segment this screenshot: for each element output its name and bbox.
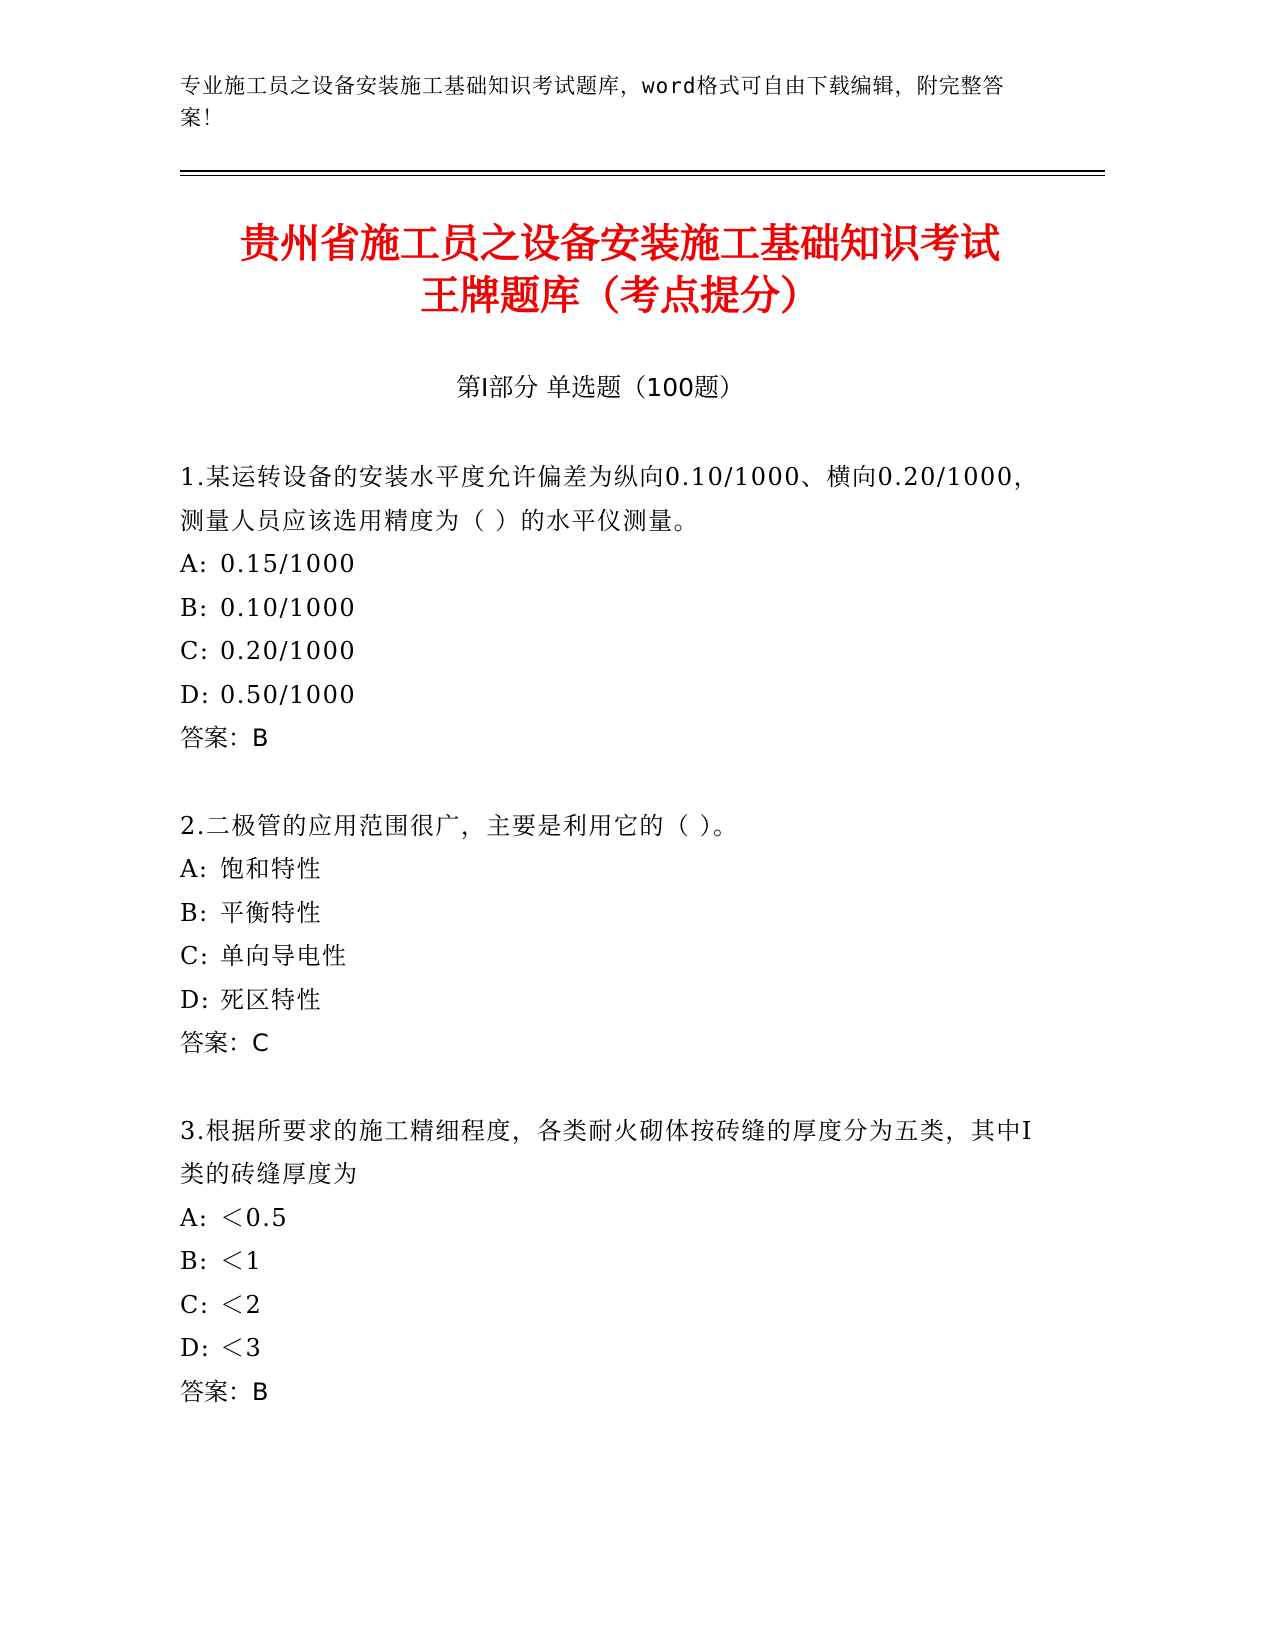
option-text: ＜2 (220, 1290, 263, 1319)
question-item (180, 805, 1040, 1066)
question-item (180, 1110, 1040, 1415)
option-b (180, 1240, 1040, 1284)
option-text: 0.10/1000 (220, 593, 357, 622)
option-c (180, 630, 1040, 674)
option-letter: C: (180, 942, 210, 970)
document-title-line2: 王牌题库（考点提分） (420, 273, 820, 319)
option-letter: D: (180, 680, 211, 709)
option-text: 单向导电性 (220, 942, 348, 970)
option-text: ＜3 (220, 1334, 263, 1362)
option-text: 平衡特性 (220, 898, 322, 927)
option-b (180, 892, 1040, 936)
answer-label: 答案：B (180, 724, 269, 752)
option-letter: A: (180, 855, 209, 883)
question-list (180, 456, 1040, 1458)
answer-label: 答案：C (180, 1029, 269, 1057)
header-divider-thick (180, 170, 1105, 172)
option-c (180, 935, 1040, 979)
question-text: 1.某运转设备的安装水平度允许偏差为纵向0.10/1000、横向0.20/1000，测量人员应该选用精度为（ ）的水平仪测量。 (180, 463, 1040, 535)
option-c (180, 1284, 1040, 1328)
option-d (180, 674, 1040, 718)
section-title: 第Ⅰ部分 单选题（100题） (455, 373, 745, 402)
option-text: ＜1 (220, 1247, 263, 1275)
question-text: 2.二极管的应用范围很广，主要是利用它的（ ）。 (180, 811, 739, 840)
option-letter: C: (180, 637, 210, 665)
option-d (180, 1327, 1040, 1371)
option-letter: D: (180, 985, 211, 1014)
document-title-line1: 贵州省施工员之设备安装施工基础知识考试 (240, 221, 1000, 267)
document-title (180, 218, 1060, 322)
option-a (180, 848, 1040, 892)
question-text: 3.根据所要求的施工精细程度，各类耐火砌体按砖缝的厚度分为五类，其中Ⅰ类的砖缝厚度为 (180, 1116, 1033, 1188)
option-letter: C: (180, 1290, 210, 1319)
option-letter: A: (180, 1203, 209, 1232)
option-letter: B: (180, 1247, 209, 1275)
option-letter: B: (180, 898, 209, 927)
option-d (180, 979, 1040, 1023)
question-item (180, 456, 1040, 761)
option-text: 0.20/1000 (220, 637, 357, 665)
option-text: 0.15/1000 (220, 550, 357, 578)
option-letter: B: (180, 593, 209, 622)
option-text: 饱和特性 (220, 855, 322, 883)
option-letter: A: (180, 550, 209, 578)
option-text: ＜0.5 (220, 1203, 289, 1232)
header-divider-thin (180, 175, 1105, 176)
option-letter: D: (180, 1334, 211, 1362)
option-a (180, 1197, 1040, 1241)
option-text: 0.50/1000 (220, 680, 357, 709)
answer-label: 答案：B (180, 1377, 269, 1406)
option-a (180, 543, 1040, 587)
option-text: 死区特性 (220, 985, 322, 1014)
option-b (180, 587, 1040, 631)
header-note: 专业施工员之设备安装施工基础知识考试题库，word格式可自由下载编辑，附完整答案！ (180, 74, 1005, 130)
